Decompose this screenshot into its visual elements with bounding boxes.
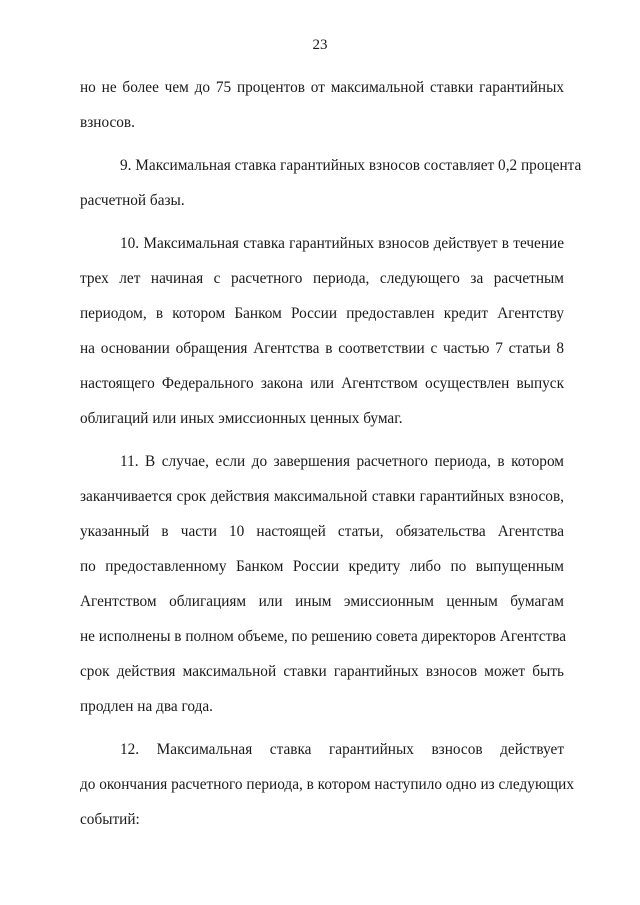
text-line: до окончания расчетного периода, в котором наступило одно из следующих — [80, 776, 574, 793]
text-line: Агентством облигациям или иным эмиссионным ценным бумагам — [80, 593, 564, 610]
paragraph-11 — [80, 444, 567, 724]
text-line: срок действия максимальной ставки гарантийных взносов может быть — [80, 663, 564, 680]
text-line: не исполнены в полном объеме, по решению совета директоров Агентства — [80, 628, 567, 645]
text-line: событий: — [80, 811, 140, 828]
text-line: настоящего Федерального закона или Агентством осуществлен выпуск — [80, 375, 564, 392]
text-line: трех лет начиная с расчетного периода, следующего за расчетным — [80, 270, 564, 287]
text-line: 12. Максимальная ставка гарантийных взносов действует — [120, 741, 564, 758]
paragraph-8-continuation — [80, 70, 564, 140]
paragraph-12 — [80, 732, 574, 837]
paragraph-9 — [80, 148, 582, 218]
text-line: расчетной базы. — [80, 192, 185, 209]
page-number: 23 — [312, 37, 328, 53]
text-line: заканчивается срок действия максимальной ставки гарантийных взносов, — [80, 488, 564, 505]
text-line: указанный в части 10 настоящей статьи, обязательства Агентства — [80, 523, 564, 540]
text-line: периодом, в котором Банком России предоставлен кредит Агентству — [80, 305, 564, 322]
text-line: по предоставленному Банком России кредиту либо по выпущенным — [80, 558, 564, 575]
text-line: 10. Максимальная ставка гарантийных взносов действует в течение — [120, 235, 564, 252]
text-line: продлен на два года. — [80, 698, 213, 715]
text-line: 9. Максимальная ставка гарантийных взносов составляет 0,2 процента — [120, 157, 582, 174]
document-body — [80, 70, 582, 837]
text-line: на основании обращения Агентства в соответствии с частью 7 статьи 8 — [80, 340, 564, 357]
text-line: 11. В случае, если до завершения расчетного периода, в котором — [120, 453, 564, 470]
text-line: взносов. — [80, 114, 135, 131]
text-line: но не более чем до 75 процентов от максимальной ставки гарантийных — [80, 79, 564, 96]
paragraph-10 — [80, 226, 564, 436]
text-line: облигаций или иных эмиссионных ценных бумаг. — [80, 410, 403, 427]
